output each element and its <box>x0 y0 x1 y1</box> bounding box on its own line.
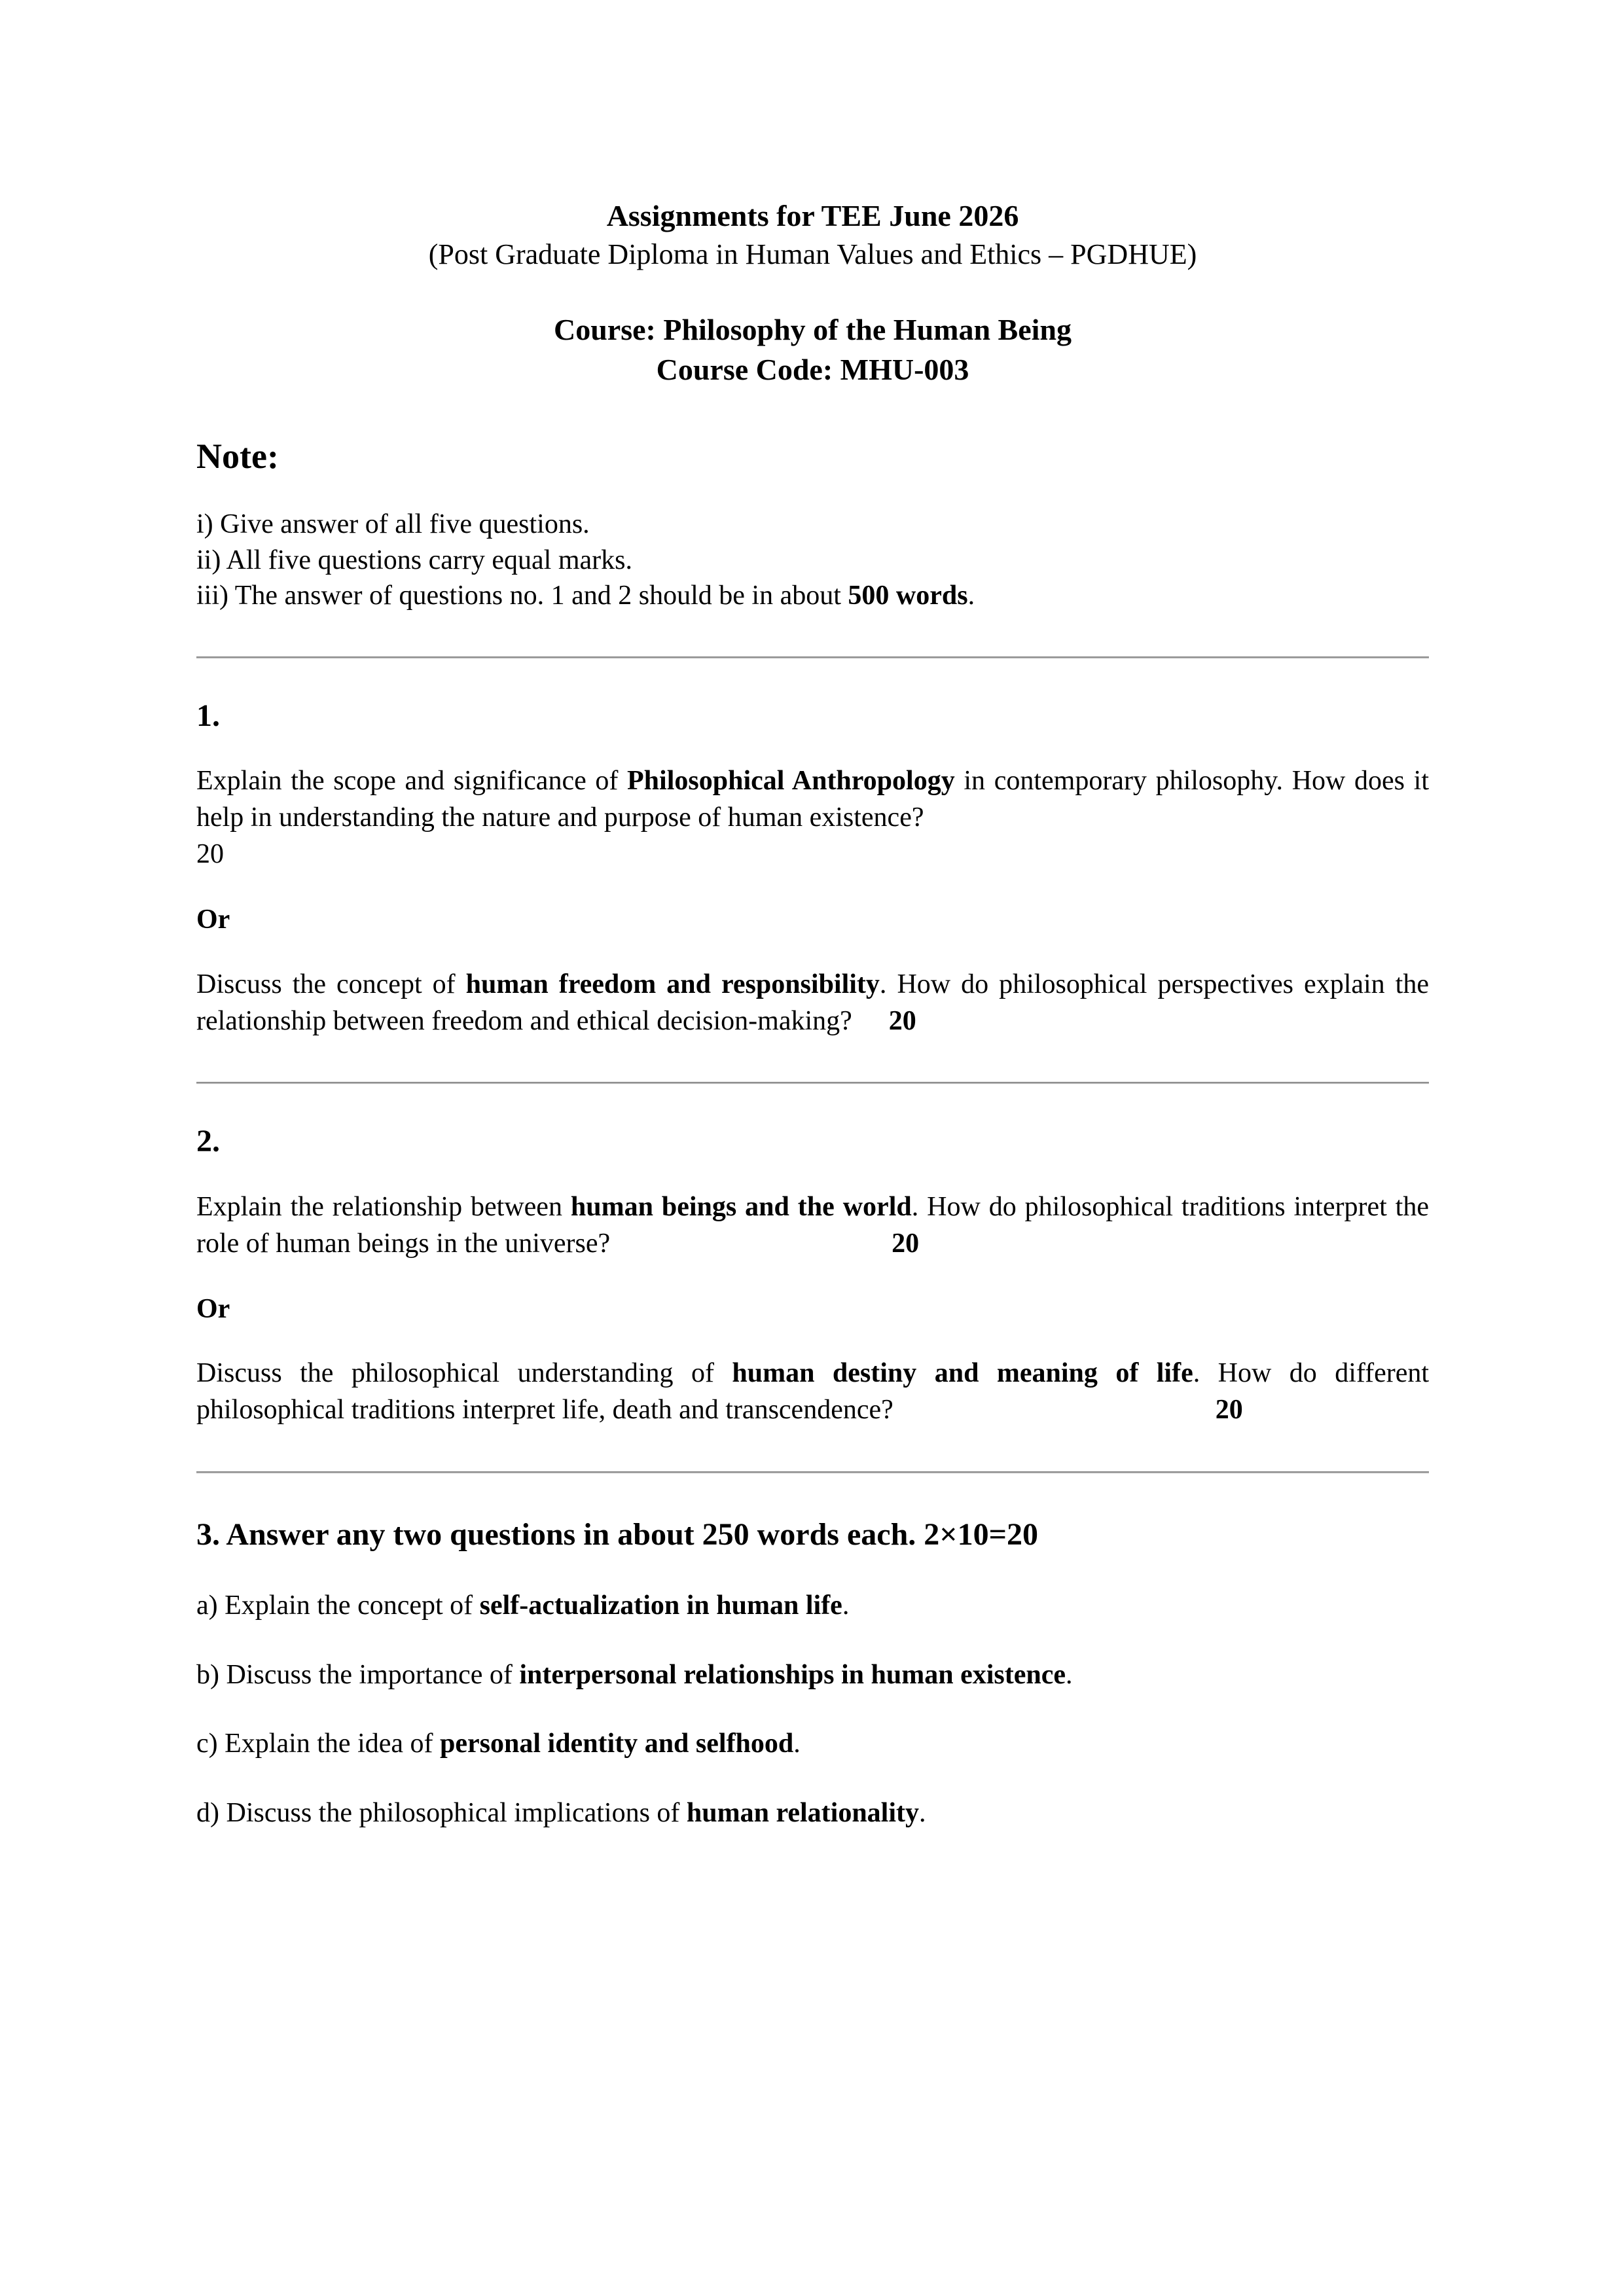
question-text: Explain the scope and significance of <box>196 766 628 797</box>
question-1-option-b <box>196 967 1429 1040</box>
sub-item-text: a) Explain the concept of <box>196 1590 480 1621</box>
sub-item-text-tail: . <box>842 1590 850 1621</box>
note-heading: Note: <box>196 437 279 476</box>
sub-item-key-term: human relationality <box>686 1797 919 1828</box>
sub-item-text: b) Discuss the importance of <box>196 1659 520 1690</box>
question-1-option-a <box>196 763 1429 873</box>
question-block-2 <box>196 1122 1429 1429</box>
question-text: Discuss the philosophical understanding of <box>196 1358 732 1389</box>
list-item <box>196 1795 1429 1831</box>
question-2-option-b <box>196 1355 1429 1429</box>
question-text: Discuss the concept of <box>196 969 466 999</box>
note-instructions-list <box>196 507 1429 614</box>
note-item <box>196 507 1429 543</box>
question-number-1: 1. <box>196 698 220 733</box>
marks-value: 20 <box>892 1228 920 1259</box>
sub-item-text-tail: . <box>919 1797 926 1828</box>
note-item-text: iii) The answer of questions no. 1 and 2 should be in about <box>196 581 848 611</box>
question-text-tail: . How do philosophical perspectives explain the relationship between freedom and ethical decision-making? <box>196 969 1429 1036</box>
course-name: Course: Philosophy of the Human Being <box>553 312 1072 346</box>
question-key-term: human freedom and responsibility <box>465 969 880 999</box>
document-content <box>196 196 1429 1831</box>
question-2-option-a <box>196 1189 1429 1263</box>
sub-item-text-tail: . <box>1066 1659 1073 1690</box>
programme-subtitle: (Post Graduate Diploma in Human Values and Ethics – PGDHUE) <box>428 238 1197 270</box>
sub-item-key-term: personal identity and selfhood <box>440 1729 794 1759</box>
question-key-term: human destiny and meaning of life <box>732 1358 1193 1389</box>
section-divider <box>196 1471 1429 1474</box>
question-key-term: Philosophical Anthropology <box>627 766 955 797</box>
question-text-tail: . How do different philosophical traditions interpret life, death and transcendence? <box>196 1358 1430 1426</box>
course-info <box>196 310 1429 389</box>
marks-value: 20 <box>196 839 224 870</box>
sub-item-text-tail: . <box>793 1729 801 1759</box>
marks-value: 20 <box>888 1005 916 1036</box>
question-text: Explain the relationship between <box>196 1191 571 1222</box>
section-3-heading: 3. Answer any two questions in about 250 words each. 2×10=20 <box>196 1517 1038 1552</box>
list-item <box>196 1657 1429 1693</box>
note-item-text-tail: . <box>967 581 975 611</box>
note-item <box>196 543 1429 579</box>
note-item-emphasis: 500 words <box>848 581 968 611</box>
marks-value: 20 <box>1215 1395 1243 1426</box>
sub-item-text: c) Explain the idea of <box>196 1729 441 1759</box>
section-divider <box>196 1081 1429 1085</box>
note-item-text: i) Give answer of all five questions. <box>196 509 590 540</box>
section-divider <box>196 656 1429 659</box>
course-code: Course Code: MHU-003 <box>656 352 969 386</box>
sub-item-key-term: interpersonal relationships in human existence <box>519 1659 1066 1690</box>
document-header <box>196 196 1429 274</box>
note-item-text: ii) All five questions carry equal marks. <box>196 545 632 575</box>
list-item <box>196 1726 1429 1762</box>
sub-item-key-term: self-actualization in human life <box>479 1590 842 1621</box>
question-block-1 <box>196 697 1429 1039</box>
or-label: Or <box>196 905 230 935</box>
question-text-tail: in contemporary philosophy. How does it help in understanding the nature and purpose of human existence? <box>196 766 1429 833</box>
question-block-3 <box>196 1515 1429 1831</box>
list-item <box>196 1588 1429 1624</box>
page-title: Assignments for TEE June 2026 <box>606 199 1019 232</box>
or-label: Or <box>196 1293 230 1324</box>
note-item <box>196 578 1429 614</box>
sub-item-text: d) Discuss the philosophical implications of <box>196 1797 687 1828</box>
question-key-term: human beings and the world <box>570 1191 912 1222</box>
question-text-tail: . How do philosophical traditions interpret the role of human beings in the universe? <box>196 1191 1429 1259</box>
question-number-2: 2. <box>196 1124 220 1159</box>
